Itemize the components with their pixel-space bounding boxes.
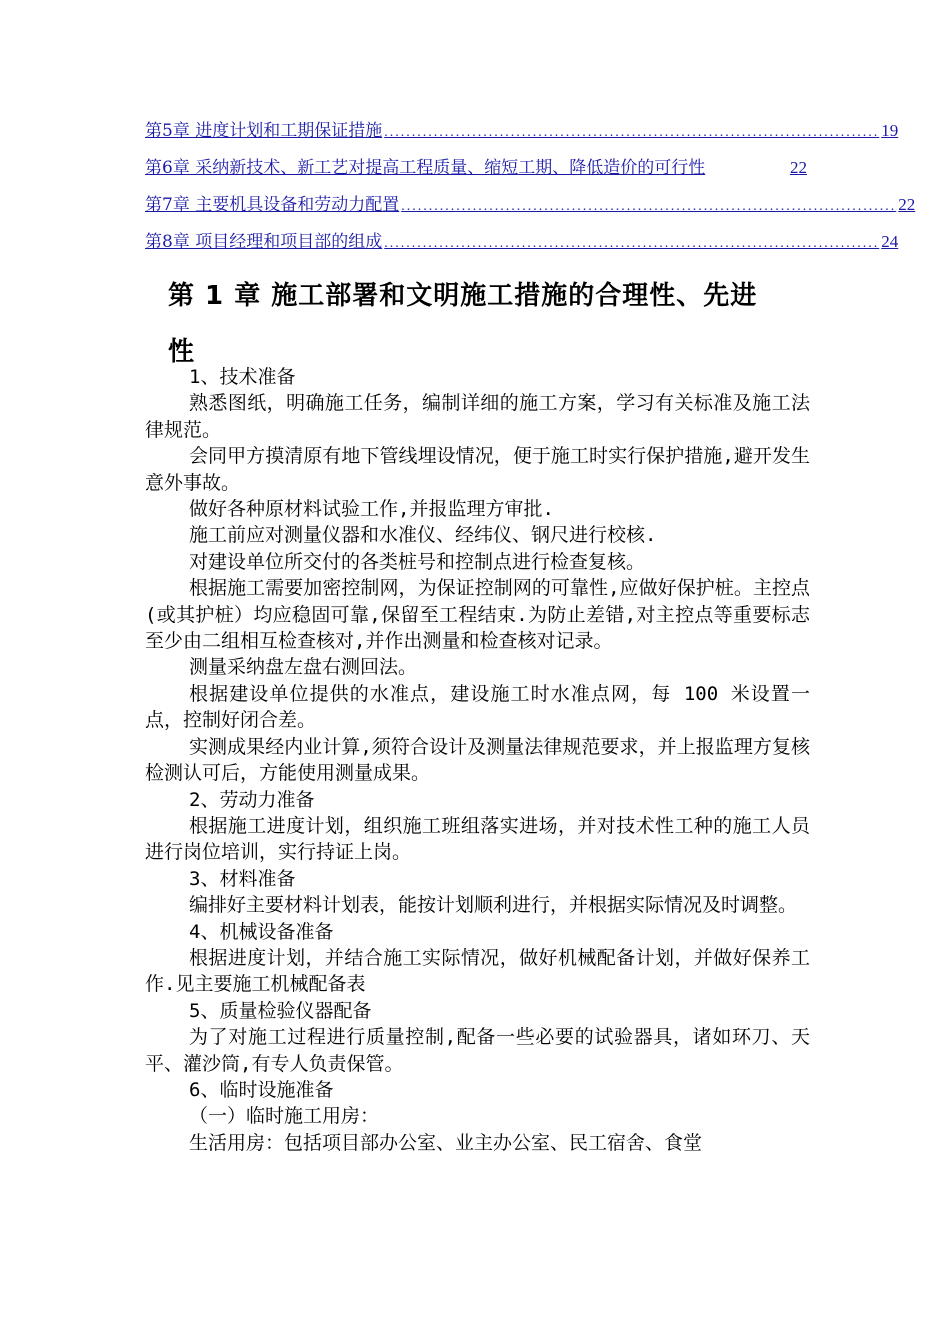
paragraph: 根据施工需要加密控制网，为保证控制网的可靠性,应做好保护桩。主控点(或其护桩）均应稳固可靠,保留至工程结束.为防止差错,对主控点等重要标志至少由二组相互检查核对,并作出测量和检查核对记录。 bbox=[145, 577, 810, 653]
section-heading: 1、技术准备 bbox=[189, 366, 296, 388]
paragraph: 对建设单位所交付的各类桩号和控制点进行检查复核。 bbox=[189, 550, 646, 573]
toc-leader-dots: .......................................................................................... bbox=[384, 125, 880, 140]
toc-page-number: 22 bbox=[898, 195, 916, 214]
paragraph: 会同甲方摸清原有地下管线埋设情况，便于施工时实行保护措施,避开发生意外事故。 bbox=[145, 445, 810, 494]
toc-entry-title: 第5章 进度计划和工期保证措施 bbox=[145, 121, 383, 141]
toc-leader-dots: .......................................................................................... bbox=[401, 199, 897, 214]
paragraph: 测量采纳盘左盘右测回法。 bbox=[189, 656, 418, 679]
paragraph: 编排好主要材料计划表，能按计划顺利进行，并根据实际情况及时调整。 bbox=[189, 894, 798, 917]
toc-page-number: 19 bbox=[881, 121, 899, 140]
toc-entry-title: 第8章 项目经理和项目部的组成 bbox=[145, 232, 383, 252]
section-heading: 4、机械设备准备 bbox=[189, 920, 334, 943]
chapter-heading-line-1: 第 1 章 施工部署和文明施工措施的合理性、先进 bbox=[168, 281, 758, 311]
toc-entry-title: 第7章 主要机具设备和劳动力配置 bbox=[145, 195, 400, 215]
paragraph: 根据进度计划，并结合施工实际情况，做好机械配备计划，并做好保养工作.见主要施工机械配备表 bbox=[145, 946, 810, 996]
toc-entry-title: 第6章 采纳新技术、新工艺对提高工程质量、缩短工期、降低造价的可行性 bbox=[145, 158, 706, 178]
section-heading: 6、临时设施准备 bbox=[189, 1078, 334, 1101]
sub-heading: （一）临时施工用房： bbox=[189, 1105, 380, 1128]
paragraph: 生活用房：包括项目部办公室、业主办公室、民工宿舍、食堂 bbox=[189, 1131, 703, 1154]
paragraph: 实测成果经内业计算,须符合设计及测量法律规范要求，并上报监理方复核检测认可后，方能使用测量成果。 bbox=[145, 735, 810, 785]
toc-entry-ch5[interactable] bbox=[145, 116, 899, 143]
section-heading: 5、质量检验仪器配备 bbox=[189, 999, 372, 1022]
paragraph: 做好各种原材料试验工作,并报监理方审批. bbox=[189, 498, 554, 521]
toc-page-number: 22 bbox=[790, 158, 807, 177]
section-heading: 3、材料准备 bbox=[189, 867, 296, 890]
paragraph: 为了对施工过程进行质量控制,配备一些必要的试验器具，诸如环刀、天平、灌沙筒,有专人负责保管。 bbox=[145, 1026, 810, 1075]
toc-entry-ch8[interactable] bbox=[145, 227, 899, 254]
chapter-heading-line-2: 性 bbox=[168, 337, 196, 367]
paragraph: 熟悉图纸，明确施工任务，编制详细的施工方案，学习有关标准及施工法律规范。 bbox=[145, 392, 810, 441]
toc-page-number: 24 bbox=[881, 232, 899, 251]
paragraph: 施工前应对测量仪器和水准仪、经纬仪、钢尺进行校核. bbox=[189, 524, 657, 547]
paragraph: 根据施工进度计划，组织施工班组落实进场，并对技术性工种的施工人员进行岗位培训，实行持证上岗。 bbox=[145, 814, 810, 864]
toc-leader-dots: .......................................................................................... bbox=[384, 236, 880, 251]
paragraph: 根据建设单位提供的水准点，建设施工时水准点网，每 100 米设置一点，控制好闭合差。 bbox=[145, 682, 810, 732]
toc-entry-ch7[interactable] bbox=[145, 190, 916, 217]
body-text bbox=[145, 364, 810, 1156]
table-of-contents bbox=[145, 116, 916, 264]
toc-entry-ch6[interactable] bbox=[145, 153, 807, 180]
section-heading: 2、劳动力准备 bbox=[189, 788, 315, 811]
